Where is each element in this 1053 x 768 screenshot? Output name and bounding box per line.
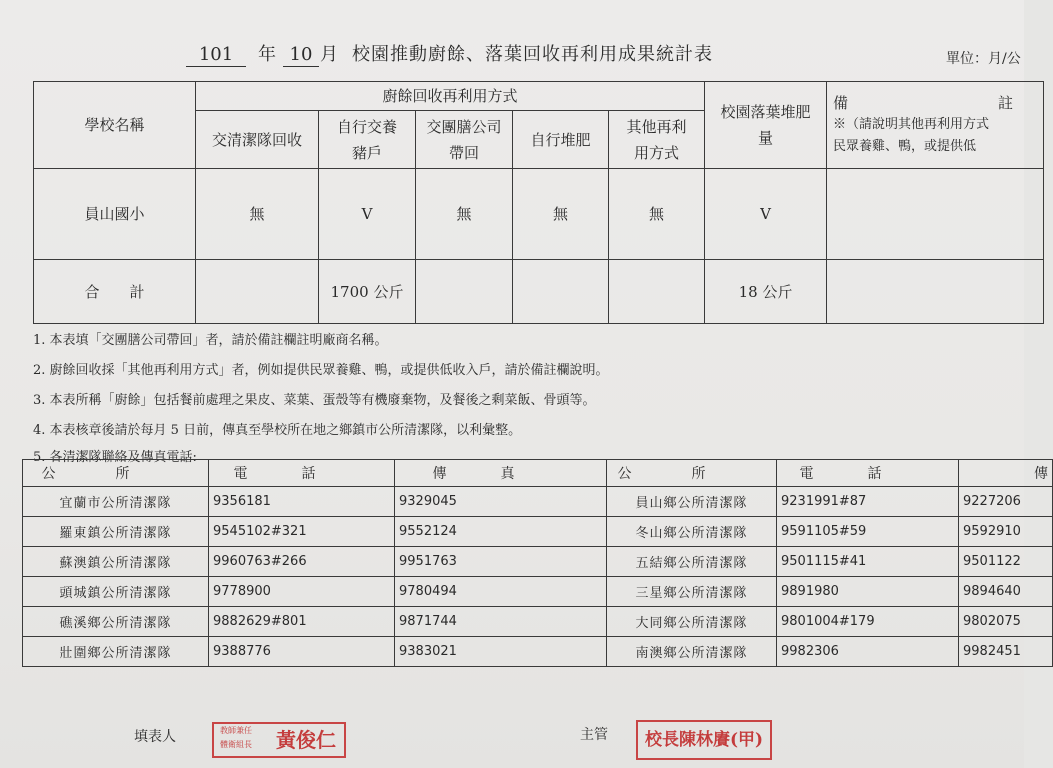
office-phone: 9231991#87 bbox=[777, 487, 959, 517]
table-row bbox=[23, 547, 1053, 577]
office-phone: 9882629#801 bbox=[209, 607, 395, 637]
office-name: 頭城鎮公所清潔隊 bbox=[23, 577, 209, 607]
office-name: 五結鄉公所清潔隊 bbox=[607, 547, 777, 577]
note-item: 1. 本表填「交團膳公司帶回」者，請於備註欄註明廠商名稱。 bbox=[33, 333, 388, 348]
method-header-cleaning-team: 交清潔隊回收 bbox=[196, 111, 319, 169]
seal-name: 黃俊仁 bbox=[276, 728, 336, 752]
remark-header bbox=[827, 82, 1053, 169]
office-fax: 9592910 bbox=[959, 517, 1053, 547]
office-phone: 9801004#179 bbox=[777, 607, 959, 637]
total-label: 合 計 bbox=[34, 260, 196, 324]
office-phone: 9778900 bbox=[209, 577, 395, 607]
header-phone: 電話 bbox=[209, 460, 395, 487]
header-phone: 電話 bbox=[777, 460, 959, 487]
office-name: 大同鄉公所清潔隊 bbox=[607, 607, 777, 637]
remark-note-line2: 民眾養雞、鴨，或提供低 bbox=[833, 139, 977, 154]
note-item: 2. 廚餘回收採「其他再利用方式」者，例如提供民眾養雞、鴨，或提供低收入戶，請於備註欄說明。 bbox=[33, 363, 609, 378]
filler-label: 填表人 bbox=[134, 729, 176, 745]
leaf-compost-header: 校園落葉堆肥量 bbox=[705, 82, 827, 169]
title-text: 校園推動廚餘、落葉回收再利用成果統計表 bbox=[352, 44, 713, 65]
method-header-other: 其他再利用方式 bbox=[609, 111, 705, 169]
table-row bbox=[23, 517, 1053, 547]
total-pig-farm: 1700 公斤 bbox=[319, 260, 416, 324]
office-phone: 9545102#321 bbox=[209, 517, 395, 547]
office-phone: 9388776 bbox=[209, 637, 395, 667]
office-fax: 9951763 bbox=[395, 547, 607, 577]
method-header-catering: 交團膳公司帶回 bbox=[416, 111, 513, 169]
seal-line-title: 教師兼任 bbox=[220, 726, 252, 735]
office-phone: 9356181 bbox=[209, 487, 395, 517]
remark-cell bbox=[827, 169, 1044, 260]
office-phone: 9501115#41 bbox=[777, 547, 959, 577]
reuse-method-group-header: 廚餘回收再利用方式 bbox=[196, 82, 705, 111]
total-self-compost bbox=[513, 260, 609, 324]
total-remark bbox=[827, 260, 1044, 324]
form-title bbox=[0, 40, 1024, 74]
office-phone: 9591105#59 bbox=[777, 517, 959, 547]
title-year: 101 bbox=[186, 44, 246, 67]
office-fax: 9871744 bbox=[395, 607, 607, 637]
office-phone: 9960763#266 bbox=[209, 547, 395, 577]
remark-note-line1: ※（請說明其他再利用方式 bbox=[833, 117, 990, 132]
header-fax: 傳真 bbox=[395, 460, 607, 487]
header-office: 公所 bbox=[607, 460, 777, 487]
note-item: 5. 各清潔隊聯絡及傳真電話: bbox=[33, 450, 197, 465]
remark-title: 備 註 bbox=[833, 94, 1053, 112]
school-row bbox=[34, 169, 1044, 260]
leaf-compost-cell: V bbox=[705, 169, 827, 260]
office-phone: 9891980 bbox=[777, 577, 959, 607]
office-name: 礁溪鄉公所清潔隊 bbox=[23, 607, 209, 637]
method-cell-catering: 無 bbox=[416, 169, 513, 260]
method-cell-pig-farm: V bbox=[319, 169, 416, 260]
office-fax: 9227206 bbox=[959, 487, 1053, 517]
instruction-notes bbox=[33, 326, 1023, 470]
total-catering bbox=[416, 260, 513, 324]
office-name: 三星鄉公所清潔隊 bbox=[607, 577, 777, 607]
total-cleaning-team bbox=[196, 260, 319, 324]
office-fax: 9802075 bbox=[959, 607, 1053, 637]
office-name: 壯圍鄉公所清潔隊 bbox=[23, 637, 209, 667]
cleaning-team-contacts-table bbox=[22, 459, 1053, 667]
office-name: 員山鄉公所清潔隊 bbox=[607, 487, 777, 517]
method-header-pig-farm: 自行交養豬戶 bbox=[319, 111, 416, 169]
contacts-header-row bbox=[23, 460, 1053, 487]
office-name: 蘇澳鎮公所清潔隊 bbox=[23, 547, 209, 577]
supervisor-label: 主管 bbox=[580, 727, 608, 743]
office-fax: 9501122 bbox=[959, 547, 1053, 577]
note-item: 3. 本表所稱「廚餘」包括餐前處理之果皮、菜葉、蛋殼等有機廢棄物，及餐後之剩菜飯、骨頭等。 bbox=[33, 393, 596, 408]
office-name: 冬山鄉公所清潔隊 bbox=[607, 517, 777, 547]
title-month-unit: 月 bbox=[320, 44, 338, 65]
office-fax: 9982451 bbox=[959, 637, 1053, 667]
table-row bbox=[23, 577, 1053, 607]
unit-label: 單位：月/公 bbox=[946, 51, 1021, 67]
method-cell-self-compost: 無 bbox=[513, 169, 609, 260]
school-name-header: 學校名稱 bbox=[34, 82, 196, 169]
office-fax: 9552124 bbox=[395, 517, 607, 547]
recycling-statistics-table bbox=[33, 81, 1053, 324]
filler-seal-stamp bbox=[212, 722, 346, 758]
table-row bbox=[23, 637, 1053, 667]
school-name-cell: 員山國小 bbox=[34, 169, 196, 260]
header-fax: 傳 bbox=[959, 460, 1053, 487]
seal-line-role: 體衛組長 bbox=[220, 740, 252, 749]
note-item: 4. 本表核章後請於每月 5 日前，傳真至學校所在地之鄉鎮市公所清潔隊，以利彙整。 bbox=[33, 423, 522, 438]
office-fax: 9780494 bbox=[395, 577, 607, 607]
method-cell-cleaning-team: 無 bbox=[196, 169, 319, 260]
office-phone: 9982306 bbox=[777, 637, 959, 667]
office-name: 羅東鎮公所清潔隊 bbox=[23, 517, 209, 547]
table-row bbox=[23, 607, 1053, 637]
office-name: 南澳鄉公所清潔隊 bbox=[607, 637, 777, 667]
office-fax: 9383021 bbox=[395, 637, 607, 667]
principal-seal-stamp: 校長陳林賡(甲) bbox=[636, 720, 772, 760]
table-row bbox=[23, 487, 1053, 517]
signature-footer bbox=[0, 720, 1024, 768]
office-fax: 9329045 bbox=[395, 487, 607, 517]
title-month: 10 bbox=[283, 44, 319, 67]
header-office: 公所 bbox=[23, 460, 209, 487]
title-year-unit: 年 bbox=[258, 44, 276, 65]
total-row bbox=[34, 260, 1044, 324]
total-leaf-compost: 18 公斤 bbox=[705, 260, 827, 324]
office-fax: 9894640 bbox=[959, 577, 1053, 607]
method-cell-other: 無 bbox=[609, 169, 705, 260]
total-other bbox=[609, 260, 705, 324]
office-name: 宜蘭市公所清潔隊 bbox=[23, 487, 209, 517]
method-header-self-compost: 自行堆肥 bbox=[513, 111, 609, 169]
